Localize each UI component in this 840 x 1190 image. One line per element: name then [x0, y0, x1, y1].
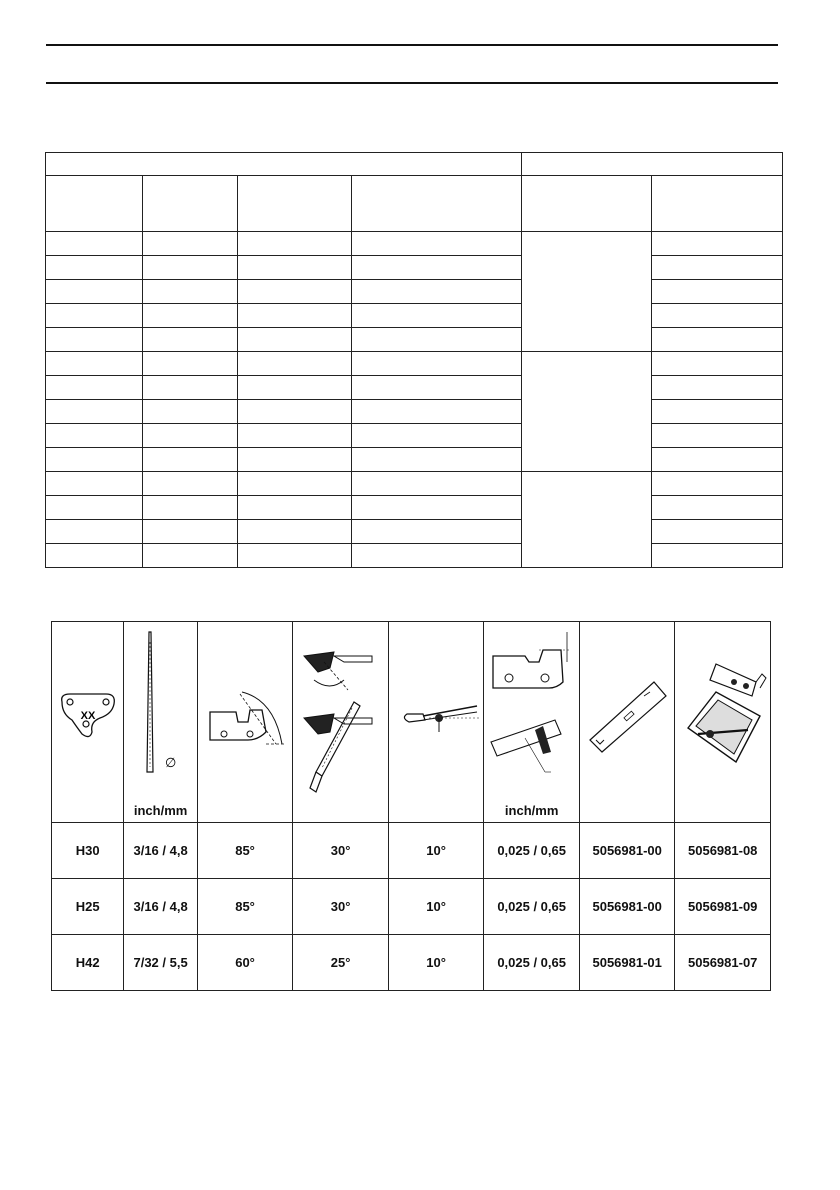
tool-icon-row — [52, 622, 771, 823]
depth-gauge: 0,025 / 0,65 — [484, 879, 580, 935]
filing-angle: 25° — [293, 935, 389, 991]
file-tilt-cell — [388, 622, 484, 823]
gauge-tool-part: 5056981-00 — [579, 823, 675, 879]
gauge-tool-part: 5056981-01 — [579, 935, 675, 991]
filing-angle-icon — [294, 622, 388, 822]
depth-gauge-tool-icon — [580, 622, 674, 822]
spec-header-row — [46, 153, 783, 176]
spec-row — [46, 232, 783, 256]
round-file-icon — [125, 622, 197, 797]
file-guide-icon — [676, 622, 770, 822]
filing-angle: 30° — [293, 879, 389, 935]
spec-header-right — [522, 153, 783, 176]
spec-row — [46, 256, 783, 280]
second-rule — [46, 82, 778, 84]
spec-row — [46, 280, 783, 304]
spec-subheader-row — [46, 176, 783, 232]
gauge-tool-cell — [579, 622, 675, 823]
spec-col-5 — [522, 176, 652, 232]
depth-gauge-unit: inch/mm — [504, 803, 559, 818]
top-rule — [46, 44, 778, 46]
spec-row — [46, 544, 783, 568]
file-guide-part: 5056981-07 — [675, 935, 771, 991]
file-tilt: 10° — [388, 935, 484, 991]
tool-data-row — [52, 935, 771, 991]
file-guide-part: 5056981-09 — [675, 879, 771, 935]
spec-col-3 — [238, 176, 352, 232]
spec-col-4 — [351, 176, 521, 232]
filing-angle: 30° — [293, 823, 389, 879]
chain-badge-cell — [52, 622, 124, 823]
top-plate-cell — [197, 622, 293, 823]
top-plate-angle-icon — [198, 622, 292, 822]
tool-table — [51, 621, 771, 991]
chain-code: H30 — [52, 823, 124, 879]
depth-gauge-cell — [484, 622, 580, 823]
filing-angle-cell — [293, 622, 389, 823]
gauge-tool-part: 5056981-00 — [579, 879, 675, 935]
file-cell — [124, 622, 197, 823]
spec-row — [46, 448, 783, 472]
spec-row — [46, 376, 783, 400]
spec-col-6 — [652, 176, 783, 232]
tool-data-row — [52, 823, 771, 879]
file-tilt-icon — [389, 622, 483, 822]
depth-gauge: 0,025 / 0,65 — [484, 823, 580, 879]
spec-row — [46, 424, 783, 448]
spec-row — [46, 304, 783, 328]
top-plate-angle: 85° — [197, 823, 293, 879]
file-unit: inch/mm — [133, 803, 188, 818]
spec-row — [46, 328, 783, 352]
spec-row — [46, 400, 783, 424]
tool-data-row — [52, 879, 771, 935]
spec-row — [46, 496, 783, 520]
top-plate-angle: 85° — [197, 879, 293, 935]
spec-header-left — [46, 153, 522, 176]
spec-col-1 — [46, 176, 143, 232]
spec-col-2 — [142, 176, 238, 232]
file-size: 7/32 / 5,5 — [124, 935, 197, 991]
chain-badge-icon — [56, 622, 120, 822]
chain-code: H25 — [52, 879, 124, 935]
top-plate-angle: 60° — [197, 935, 293, 991]
file-guide-part: 5056981-08 — [675, 823, 771, 879]
spec-row — [46, 472, 783, 496]
file-size: 3/16 / 4,8 — [124, 879, 197, 935]
spec-table — [45, 152, 783, 568]
depth-gauge-icon — [485, 622, 579, 797]
file-size: 3/16 / 4,8 — [124, 823, 197, 879]
spec-row — [46, 352, 783, 376]
diameter-symbol: ∅ — [164, 755, 176, 770]
file-guide-cell — [675, 622, 771, 823]
chain-code: H42 — [52, 935, 124, 991]
depth-gauge: 0,025 / 0,65 — [484, 935, 580, 991]
badge-label: XX — [80, 710, 96, 722]
file-tilt: 10° — [388, 879, 484, 935]
file-tilt: 10° — [388, 823, 484, 879]
spec-row — [46, 520, 783, 544]
